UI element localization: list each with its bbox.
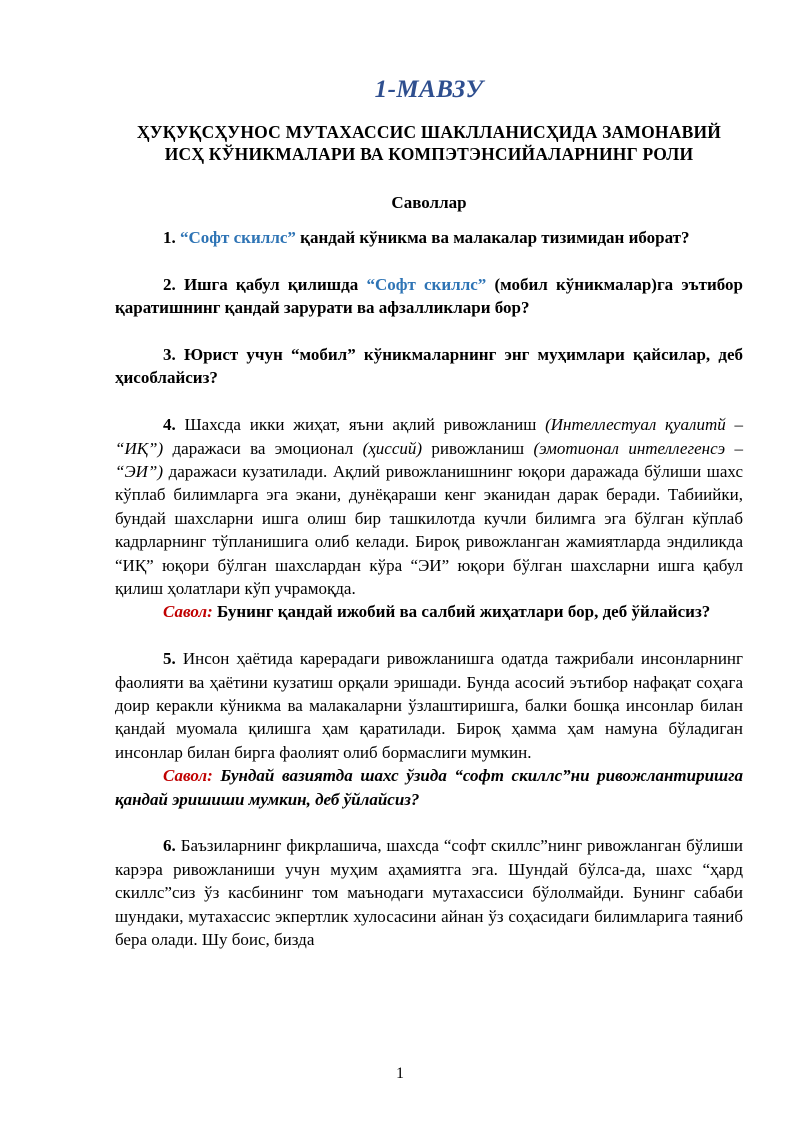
chapter-heading-line-1: ҲУҚУҚСҲУНОС МУТАХАССИС ШАКЛЛАНИСҲИДА ЗАМОНАВИЙ <box>136 122 722 142</box>
question-1-number: 1. <box>163 228 176 247</box>
question-4 <box>115 413 743 600</box>
question-2 <box>115 273 743 320</box>
question-4-savol-text: Бунинг қандай ижобий ва салбий жиҳатлари бор, деб ўйлайсиз? <box>212 602 711 622</box>
question-4-savol-label: Савол: <box>163 602 213 622</box>
question-2-text-b: (мобил кўникмалар)га эътибор қаратишнинг қандай зарурати ва афзалликлари бор? <box>115 274 743 318</box>
questions-title: Саволлар <box>391 193 467 212</box>
question-4-text-1: Шахсда икки жиҳат, яъни ақлий ривожланиш <box>175 415 546 435</box>
question-3-text: Юрист учун “мобил” кўникмаларнинг энг муҳимлари қайсилар, деб ҳисоблайсиз? <box>115 345 743 388</box>
question-1-text: қандай кўникма ва малакалар тизимидан иборат? <box>295 228 690 247</box>
question-4-italic-2: (ҳиссий) <box>362 438 423 458</box>
topic-title: 1-МАВЗУ <box>374 76 484 103</box>
question-2-term: “Софт скиллс” <box>366 274 487 294</box>
question-6-text: Баъзиларнинг фикрлашича, шахсда “софт скиллс”нинг ривожланган бўлиши карэра ривожланиши учун муҳим аҳамиятга эга. Шундай бўлса-да, шахс “ҳард скиллс”сиз ўз касбининг том маънодаги мутахассиси бўлолмайди. Бунинг сабаби шундаки, мутахассис экпертлик хулосасини айнан ўз соҳасидаги билимларига таяниб бера олади. Шу боис, бизда <box>115 836 743 950</box>
question-5-savol-label: Савол: <box>163 766 213 786</box>
question-3 <box>115 343 743 390</box>
page-number: 1 <box>396 1065 404 1082</box>
question-6-number: 6. <box>163 836 176 856</box>
question-3-number: 3. <box>163 345 176 364</box>
question-5-savol-text: Бундай вазиятда шахс ўзида “софт скиллс”ни ривожлантиришга қандай эришиши мумкин, деб ўйлайсиз? <box>115 766 743 809</box>
question-5 <box>115 647 743 764</box>
question-4-number: 4. <box>163 415 176 435</box>
question-2-text-a: Ишга қабул қилишда <box>175 274 367 294</box>
question-2-number: 2. <box>163 274 176 294</box>
question-4-italic-3: (эмотионал интеллегенсэ – “ЭИ”) <box>115 438 743 482</box>
question-4-italic-1: (Интеллестуал қуалитй – “ИҚ”) <box>115 415 743 458</box>
question-4-text-4: даражаси кузатилади. Ақлий ривожланишнинг юқори даражада бўлиши шахс кўплаб билимларга эга экани, дунёқараши кенг эканидан дарак беради. Табиийки, бундай шахсларни ишга олиш бир ташкилотда кучли билимга эга бўлган кўплаб кадрларнинг тўпланишига олиб келади. Бироқ ривожланган жамиятларда эндиликда “ИҚ” юқори бўлган шахслардан кўра “ЭИ” юқори бўлган шахсларни ишга қабул қилиш ҳолатлари кўп учрамоқда. <box>115 462 743 599</box>
question-6 <box>115 834 743 951</box>
chapter-heading-line-2: ИСҲ КЎНИКМАЛАРИ ВА КОМПЭТЭНСИЙАЛАРНИНГ РОЛИ <box>164 144 694 164</box>
question-4-text-3: ривожланиш <box>422 438 534 458</box>
question-1 <box>115 226 743 249</box>
question-5-savol <box>115 764 743 811</box>
chapter-heading <box>115 121 743 165</box>
question-5-text: Инсон ҳаётида карерадаги ривожланишга одатда тажрибали инсонларнинг фаолияти ва ҳаётини кузатиш орқали эришади. Бунда асосий эътибор нафақат соҳага доир керакли кўникма ва малакаларни ўзлаштиришга, балки бошқа инсонлар билан қандай муомала қилишга ҳам қаратилади. Бироқ ҳамма ҳам намуна бўладиган инсонлар билан бирга фаолият олиб бормаслиги мумкин. <box>115 649 743 762</box>
question-4-text-2: даражаси ва эмоционал <box>163 438 363 458</box>
page-content <box>115 76 743 952</box>
question-5-number: 5. <box>163 649 176 669</box>
question-4-savol <box>115 600 743 623</box>
question-1-term: “Софт скиллс” <box>180 228 296 247</box>
